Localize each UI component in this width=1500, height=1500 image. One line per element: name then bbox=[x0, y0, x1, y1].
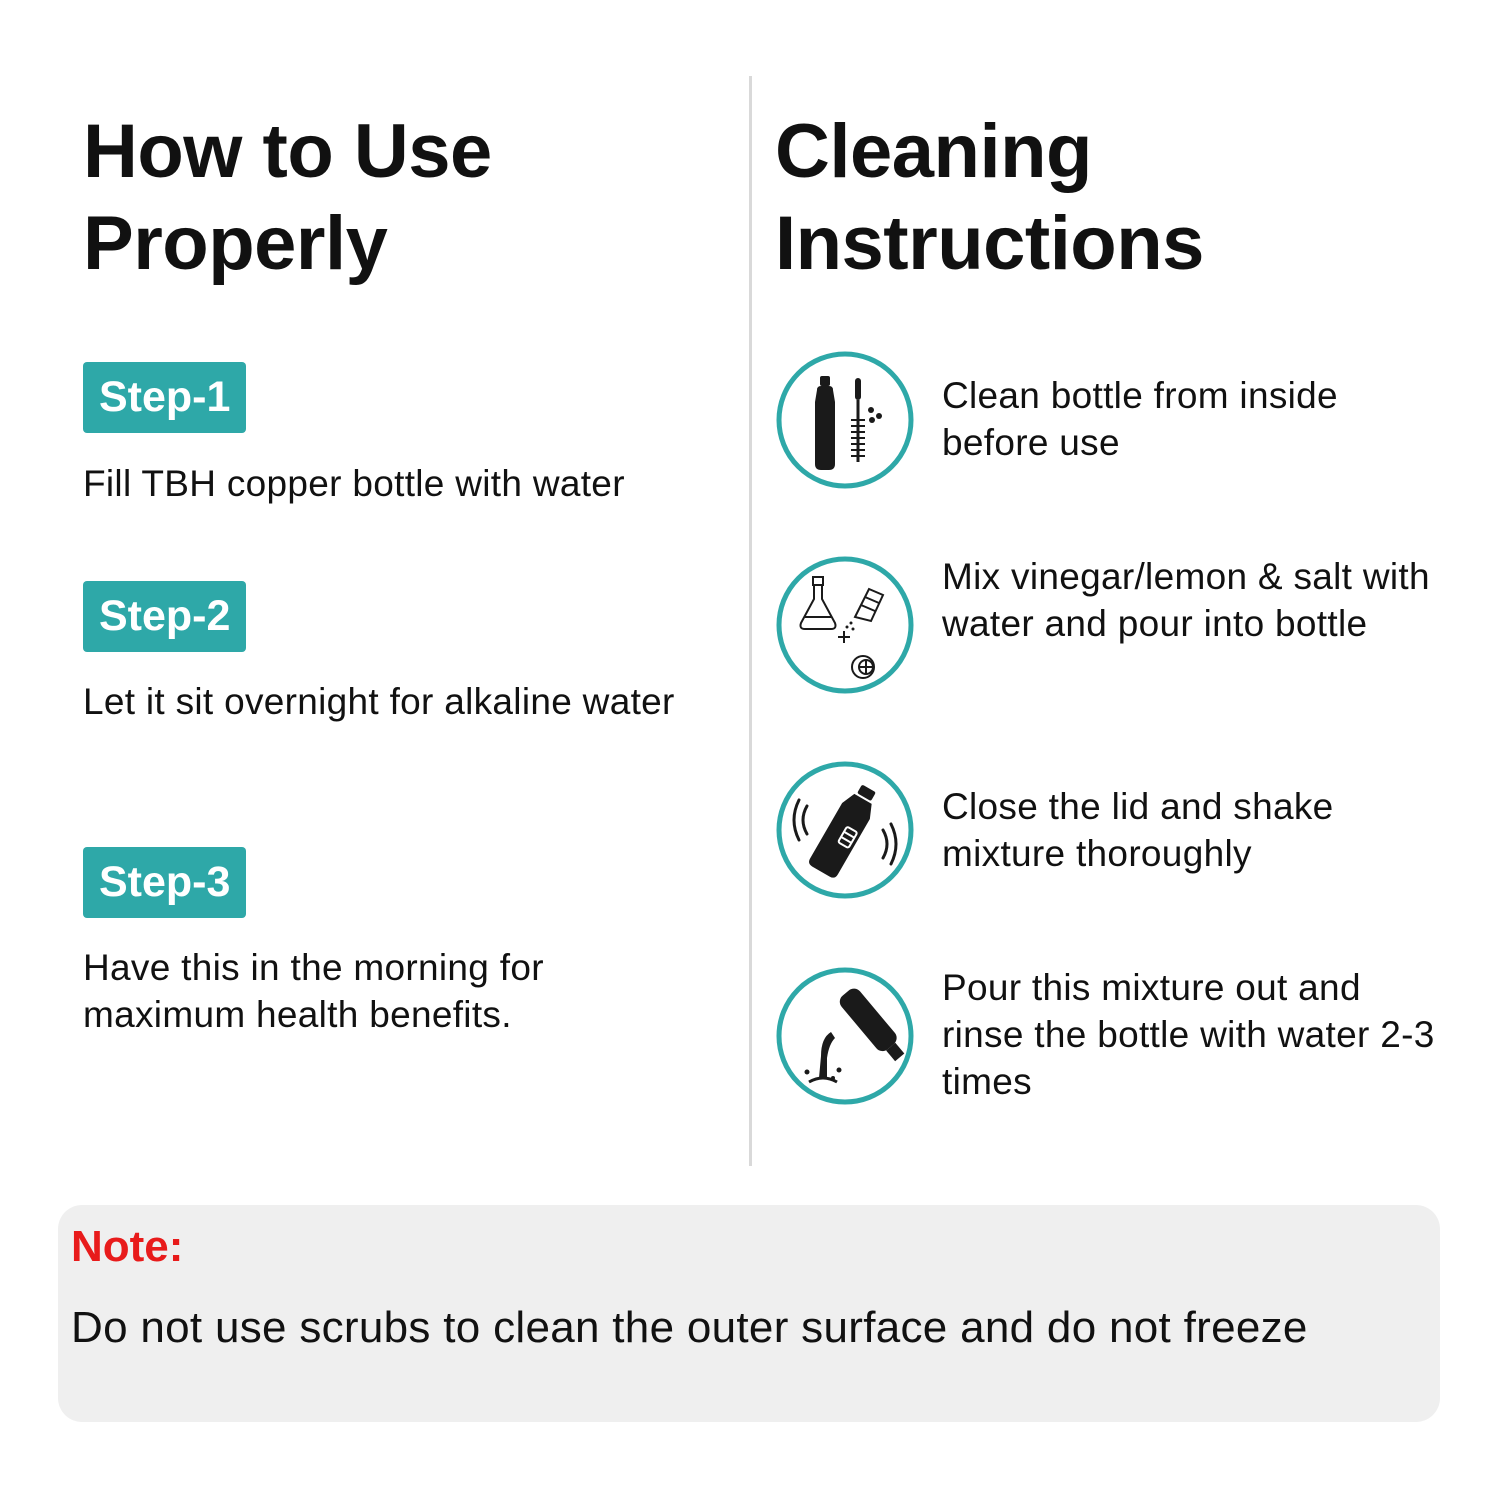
cleaning-item-text: Close the lid and shake mixture thoroughly bbox=[942, 786, 1334, 874]
shake-bottle-icon bbox=[775, 760, 915, 900]
bottle-brush-icon bbox=[775, 350, 915, 490]
step-1 bbox=[83, 362, 625, 507]
cleaning-heading bbox=[775, 106, 1204, 290]
cleaning-item-1 bbox=[775, 350, 1475, 490]
step-text: Let it sit overnight for alkaline water bbox=[83, 681, 675, 722]
cleaning-item-text: Clean bottle from inside before use bbox=[942, 375, 1338, 463]
how-to-use-heading bbox=[83, 106, 492, 290]
step-badge: Step-1 bbox=[83, 362, 246, 433]
cleaning-heading-line2: Instructions bbox=[775, 201, 1204, 286]
column-divider bbox=[749, 76, 752, 1166]
vinegar-salt-lemon-icon bbox=[775, 555, 915, 695]
cleaning-item-2 bbox=[775, 555, 1475, 695]
note-text: Do not use scrubs to clean the outer surface and do not freeze bbox=[71, 1303, 1308, 1352]
cleaning-item-text: Mix vinegar/lemon & salt with water and pour into bottle bbox=[942, 556, 1430, 644]
cleaning-item-text: Pour this mixture out and rinse the bottle with water 2-3 times bbox=[942, 967, 1435, 1102]
step-badge: Step-2 bbox=[83, 581, 246, 652]
how-to-use-heading-line2: Properly bbox=[83, 201, 388, 286]
step-3 bbox=[83, 847, 643, 1038]
note-label: Note: bbox=[71, 1222, 184, 1271]
pour-out-icon bbox=[775, 966, 915, 1106]
how-to-use-heading-line1: How to Use bbox=[83, 109, 492, 194]
cleaning-item-4 bbox=[775, 966, 1475, 1106]
cleaning-heading-line1: Cleaning bbox=[775, 109, 1092, 194]
step-2 bbox=[83, 581, 683, 725]
note-box bbox=[58, 1205, 1440, 1422]
step-text: Have this in the morning for maximum health benefits. bbox=[83, 947, 544, 1035]
cleaning-item-3 bbox=[775, 760, 1475, 900]
step-text: Fill TBH copper bottle with water bbox=[83, 463, 625, 504]
step-badge: Step-3 bbox=[83, 847, 246, 918]
